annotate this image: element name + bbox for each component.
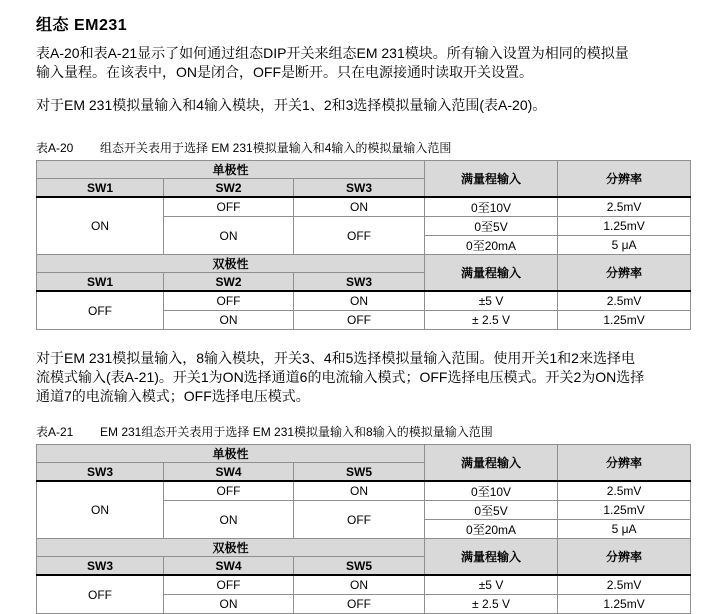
switch-state-cell: ON	[164, 595, 294, 614]
switch-state-cell: OFF	[164, 291, 294, 311]
switch-state-cell: ON	[37, 481, 164, 539]
table-row	[37, 575, 691, 595]
full-scale-cell: ±5 V	[425, 575, 558, 595]
resolution-cell: 1.25mV	[558, 217, 691, 236]
switch-column-header: SW2	[164, 179, 294, 198]
module8-line-2: 流模式输入(表A-21)。开关1为ON选择通道6的电流输入模式；OFF选择电压模式。开关2为ON选择	[36, 369, 645, 385]
resolution-cell: 1.25mV	[558, 501, 691, 520]
full-scale-cell: 0至5V	[425, 501, 558, 520]
table-a20-label: 表A-20	[36, 141, 74, 155]
switch-state-cell: OFF	[164, 481, 294, 501]
resolution-cell: 1.25mV	[558, 311, 691, 330]
switch-state-cell: ON	[164, 501, 294, 539]
table-row	[37, 197, 691, 217]
switch-column-header: SW4	[164, 557, 294, 576]
switch-state-cell: ON	[164, 311, 294, 330]
switch-state-cell: ON	[37, 197, 164, 255]
resolution-column-header: 分辨率	[558, 445, 691, 482]
switch-state-cell: OFF	[37, 575, 164, 614]
intro-paragraph	[36, 44, 691, 82]
full-scale-cell: ± 2.5 V	[425, 595, 558, 614]
switch-column-header: SW5	[294, 463, 425, 482]
table-a21-caption	[36, 425, 691, 439]
switch-state-cell: ON	[294, 481, 425, 501]
intro-line-1: 表A-20和表A-21显示了如何通过组态DIP开关来组态EM 231模块。所有输入设置为相同的模拟量	[36, 45, 629, 61]
switch-column-header: SW5	[294, 557, 425, 576]
table-a20	[36, 160, 691, 330]
page-title: 组态 EM231	[36, 17, 128, 34]
full-scale-cell: 0至10V	[425, 481, 558, 501]
resolution-cell: 5 μA	[558, 520, 691, 539]
full-scale-cell: 0至5V	[425, 217, 558, 236]
resolution-column-header: 分辨率	[558, 255, 691, 292]
switch-state-cell: ON	[294, 291, 425, 311]
bipolar-section-header: 双极性	[37, 255, 425, 273]
table-a20-caption-text: 组态开关表用于选择 EM 231模拟量输入和4输入的模拟量输入范围	[100, 141, 452, 155]
table-a20-caption	[36, 141, 691, 155]
resolution-cell: 2.5mV	[558, 291, 691, 311]
full-scale-cell: 0至10V	[425, 197, 558, 217]
switch-state-cell: OFF	[37, 291, 164, 330]
switch-state-cell: OFF	[294, 311, 425, 330]
table-row	[37, 255, 691, 273]
switch-state-cell: ON	[294, 197, 425, 217]
full-scale-cell: ±5 V	[425, 291, 558, 311]
full-scale-cell: 0至20mA	[425, 520, 558, 539]
table-row	[37, 291, 691, 311]
table-row	[37, 481, 691, 501]
unipolar-section-header: 单极性	[37, 445, 425, 463]
switch-column-header: SW3	[37, 463, 164, 482]
table-a21	[36, 444, 691, 614]
table-row	[37, 445, 691, 463]
resolution-cell: 2.5mV	[558, 481, 691, 501]
switch-column-header: SW3	[37, 557, 164, 576]
full-scale-column-header: 满量程输入	[425, 445, 558, 482]
bipolar-section-header: 双极性	[37, 539, 425, 557]
intro-line-2: 输入量程。在该表中，ON是闭合，OFF是断开。只在电源接通时读取开关设置。	[36, 64, 533, 80]
module8-line-1: 对于EM 231模拟量输入，8输入模块，开关3、4和5选择模拟量输入范围。使用开关1和2来选择电	[36, 350, 635, 366]
switch-state-cell: OFF	[294, 501, 425, 539]
resolution-column-header: 分辨率	[558, 161, 691, 198]
module8-line-3: 通道7的电流输入模式；OFF选择电压模式。	[36, 388, 310, 404]
switch-column-header: SW3	[294, 273, 425, 292]
switch-state-cell: OFF	[294, 595, 425, 614]
resolution-cell: 1.25mV	[558, 595, 691, 614]
full-scale-cell: 0至20mA	[425, 236, 558, 255]
table-row	[37, 539, 691, 557]
resolution-cell: 5 μA	[558, 236, 691, 255]
module4-paragraph: 对于EM 231模拟量输入和4输入模块，开关1、2和3选择模拟量输入范围(表A-20)。	[36, 97, 547, 113]
table-a21-caption-text: EM 231组态开关表用于选择 EM 231模拟量输入和8输入的模拟量输入范围	[100, 425, 493, 439]
switch-column-header: SW4	[164, 463, 294, 482]
full-scale-column-header: 满量程输入	[425, 161, 558, 198]
switch-state-cell: ON	[294, 575, 425, 595]
resolution-cell: 2.5mV	[558, 197, 691, 217]
full-scale-cell: ± 2.5 V	[425, 311, 558, 330]
switch-column-header: SW1	[37, 273, 164, 292]
table-a21-label: 表A-21	[36, 425, 74, 439]
switch-state-cell: OFF	[164, 575, 294, 595]
switch-state-cell: ON	[164, 217, 294, 255]
resolution-column-header: 分辨率	[558, 539, 691, 576]
full-scale-column-header: 满量程输入	[425, 539, 558, 576]
switch-state-cell: OFF	[294, 217, 425, 255]
switch-column-header: SW3	[294, 179, 425, 198]
switch-state-cell: OFF	[164, 197, 294, 217]
full-scale-column-header: 满量程输入	[425, 255, 558, 292]
unipolar-section-header: 单极性	[37, 161, 425, 179]
resolution-cell: 2.5mV	[558, 575, 691, 595]
table-row	[37, 161, 691, 179]
switch-column-header: SW1	[37, 179, 164, 198]
switch-column-header: SW2	[164, 273, 294, 292]
module8-paragraph	[36, 349, 691, 406]
